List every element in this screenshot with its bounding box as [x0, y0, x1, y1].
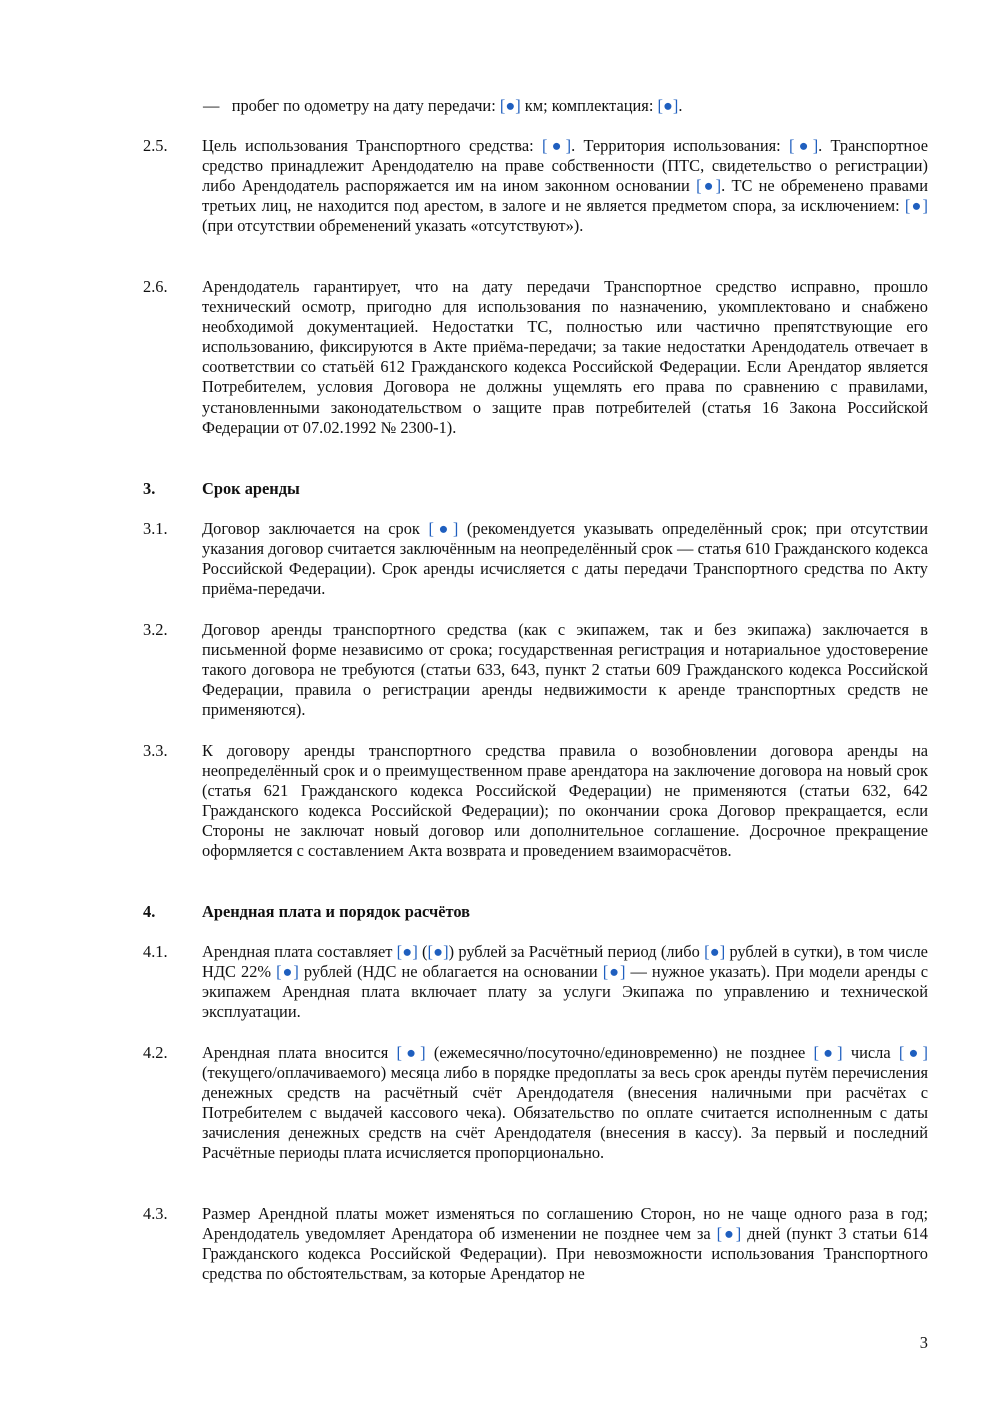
placeholder-mark: [●]	[904, 196, 928, 216]
placeholder-mark: [●]	[696, 176, 722, 196]
clause-2-5	[143, 136, 928, 236]
placeholder-mark: [●]	[396, 942, 418, 961]
section-heading-3	[143, 479, 928, 499]
placeholder-mark: [●]	[541, 136, 572, 155]
section-title: Арендная плата и порядок расчётов	[202, 902, 470, 921]
placeholder-mark: [●]	[657, 96, 679, 115]
dash-list-item: — пробег по одометру на дату передачи: [●] км; комплектация: [●].	[203, 96, 683, 115]
clause-number: 2.5.	[143, 136, 168, 155]
clause-4-3	[143, 1204, 928, 1284]
clause-text: Договор заключается на срок [●] (рекомендуется указывать определённый срок; при отсутствии указания договор считается заключённым на неопределённый срок — статья 610 Гражданского кодекса Российской Федерации). Срок аренды исчисляется с даты передачи Транспортного средства по Акту приёма-передачи.	[202, 519, 928, 599]
clause-number: 4.2.	[143, 1043, 168, 1062]
placeholder-mark: [●]	[898, 1043, 928, 1062]
em-dash: —	[203, 96, 220, 115]
clause-text: Цель использования Транспортного средства: [●]. Территория использования: [●]. Транспортное средство принадлежит Арендодателю на праве собственности (ПТС, свидетельство о регистрации) либо Арендодатель распоряжается им на ином законном основании [●]. ТС не обременено правами третьих лиц, не находится под арестом, в залоге и не является предметом спора, за исключением: [●] (при отсутствии обременений указать «отсутствуют»).	[202, 136, 929, 236]
clause-3-1	[143, 519, 928, 599]
clause-text: Арендодатель гарантирует, что на дату передачи Транспортное средство исправно, прошло технический осмотр, пригодно для использования по назначению, укомплектовано и снабжено необходимой документацией. Недостатки ТС, полностью или частично препятствующие его использованию, фиксируются в Акте приёма-передачи; за такие недостатки Арендодатель отвечает в соответствии со статьёй 612 Гражданского кодекса Российской Федерации. Если Арендатор является Потребителем, условия Договора не должны ущемлять его права по сравнению с правилами, установленными законодательством о защите прав потребителей (статья 16 Закона Российской Федерации от 07.02.1992 № 2300-1).	[202, 277, 928, 437]
placeholder-mark: [●]	[396, 1043, 426, 1062]
clause-number: 4.3.	[143, 1204, 168, 1223]
placeholder-mark: [●]	[276, 962, 299, 982]
placeholder-mark: [●]	[813, 1043, 843, 1062]
clause-number: 3.2.	[143, 620, 168, 639]
clause-text: Размер Арендной платы может изменяться по соглашению Сторон, но не чаще одного раза в год; Арендодатель уведомляет Арендатора об изменении не позднее чем за [●] дней (пункт 3 статьи 614 Гражданского кодекса Российской Федерации). При невозможности использования Транспортного средства по обстоятельствам, за которые Арендатор не	[202, 1204, 928, 1284]
placeholder-mark: [●]	[428, 519, 459, 538]
clause-number: 3.3.	[143, 741, 168, 760]
placeholder-mark: [●]	[704, 942, 726, 961]
section-number: 4.	[143, 902, 156, 921]
clause-number: 2.6.	[143, 277, 168, 296]
clause-number: 3.1.	[143, 519, 168, 538]
section-heading-4	[143, 902, 928, 922]
section-title: Срок аренды	[202, 479, 300, 498]
section-number: 3.	[143, 479, 156, 498]
clause-4-1	[143, 942, 928, 1022]
clause-number: 4.1.	[143, 942, 168, 961]
placeholder-mark: [●]	[499, 96, 521, 115]
clause-text: К договору аренды транспортного средства правила о возобновлении договора аренды на неопределённый срок и о преимущественном праве арендатора на заключение договора на новый срок (статья 621 Гражданского кодекса Российской Федерации) не применяются (статьи 632, 642 Гражданского кодекса Российской Федерации); по окончании срока Договор прекращается, если Стороны не заключат новый договор или дополнительное соглашение. Досрочное прекращение оформляется с составлением Акта возврата и проведением взаиморасчётов.	[202, 741, 928, 861]
placeholder-mark: [●]	[788, 136, 819, 155]
clause-text: Арендная плата составляет [●] ([●]) рублей за Расчётный период (либо [●] рублей в сутки), в том числе НДС 22% [●] рублей (НДС не облагается на основании [●] — нужное указать). При модели аренды с экипажем Арендная плата включает плату за услуги Экипажа по управлению и технической эксплуатации.	[202, 942, 928, 1022]
placeholder-mark: [●]	[602, 962, 626, 982]
placeholder-mark: [●]	[427, 942, 449, 961]
placeholder-mark: [●]	[716, 1224, 742, 1244]
clause-text: Арендная плата вносится [●] (ежемесячно/посуточно/единовременно) не позднее [●] числа [●] (текущего/оплачиваемого) месяца либо в порядке предоплаты за весь срок аренды путём перечисления денежных средств на расчётный счёт Арендодателя (внесения наличными при расчётах с Потребителем с выдачей кассового чека). Обязательство по оплате считается исполненным с даты зачисления денежных средств на счёт Арендодателя (внесения в кассу). За первый и последний Расчётные периоды плата исчисляется пропорционально.	[202, 1043, 928, 1163]
page-number: 3	[919, 1333, 928, 1352]
clause-2-6	[143, 277, 928, 438]
clause-text: Договор аренды транспортного средства (как с экипажем, так и без экипажа) заключается в письменной форме независимо от срока; государственная регистрация и нотариальное удостоверение такого договора не требуются (статьи 633, 643, пункт 2 статьи 609 Гражданского кодекса Российской Федерации, правила о регистрации аренды недвижимости к аренде транспортных средств не применяются).	[202, 620, 928, 720]
clause-3-2	[143, 620, 928, 720]
clause-3-3	[143, 741, 928, 862]
clause-4-2	[143, 1043, 928, 1164]
